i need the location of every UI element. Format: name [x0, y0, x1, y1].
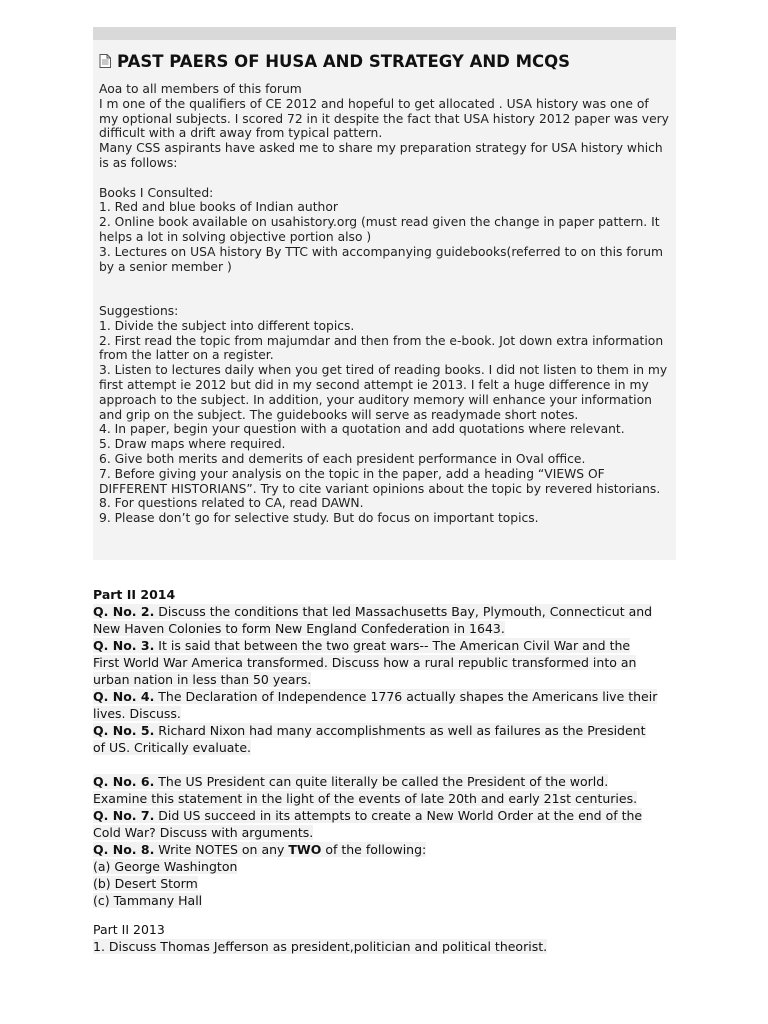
- suggestion-item: 1. Divide the subject into different topics.: [99, 318, 355, 333]
- question-7-cont: [93, 824, 683, 841]
- forum-post: [93, 27, 676, 560]
- post-header-bar: [93, 27, 676, 40]
- document-icon: [99, 54, 111, 68]
- suggestion-item: 2. First read the topic from majumdar and then from the e-book. Jot down extra information from the latter on a register.: [99, 333, 664, 363]
- question-text: Discuss the conditions that led Massachusetts Bay, Plymouth, Connecticut and: [154, 604, 653, 619]
- question-text: First World War America transformed. Discuss how a rural republic transformed into an: [93, 655, 637, 670]
- note-option: [93, 892, 683, 909]
- intro-line: Many CSS aspirants have asked me to share my preparation strategy for USA history which is as follows:: [99, 141, 663, 170]
- post-title-row: [93, 40, 676, 74]
- question-text: The Declaration of Independence 1776 actually shapes the Americans live their: [154, 689, 658, 704]
- question-2-cont: [93, 620, 683, 637]
- intro-line: I m one of the qualifiers of CE 2012 and hopeful to get allocated . USA history was one of my optional subjects. I scored 72 in it despite the fact that USA history 2012 paper was very difficult with a drift away from typical pattern.: [99, 96, 669, 141]
- question-6-cont: [93, 790, 683, 807]
- question-text: The US President can quite literally be called the President of the world.: [154, 774, 609, 789]
- suggestions-heading: Suggestions:: [99, 303, 179, 318]
- intro-line: Aoa to all members of this forum: [99, 82, 302, 96]
- question-text: Examine this statement in the light of the events of late 20th and early 21st centuries.: [93, 791, 638, 806]
- question-5: [93, 722, 683, 739]
- note-option-text: (a) George Washington: [93, 859, 238, 874]
- question-2: [93, 603, 683, 620]
- note-option-text: (b) Desert Storm: [93, 876, 198, 891]
- note-option: [93, 875, 683, 892]
- suggestion-item: 6. Give both merits and demerits of each president performance in Oval office.: [99, 451, 586, 466]
- past-papers-section: [93, 586, 683, 955]
- question-text: Write NOTES on any: [154, 842, 289, 857]
- book-item: 3. Lectures on USA history By TTC with accompanying guidebooks(referred to on this forum by a senior member ): [99, 244, 663, 274]
- suggestion-item: 5. Draw maps where required.: [99, 437, 286, 452]
- section-heading-2013: Part II 2013: [93, 922, 165, 937]
- post-title: PAST PAERS OF HUSA AND STRATEGY AND MCQS: [117, 51, 571, 71]
- question-number: Q. No. 8.: [93, 842, 155, 857]
- question-4: [93, 688, 683, 705]
- books-heading: Books I Consulted:: [99, 185, 214, 200]
- question-5-cont: [93, 739, 683, 756]
- question-6: [93, 773, 683, 790]
- question-number: Q. No. 4.: [93, 689, 155, 704]
- note-option: [93, 858, 683, 875]
- suggestion-item: 4. In paper, begin your question with a quotation and add quotations where relevant.: [99, 422, 625, 437]
- question-emphasis: TWO: [288, 842, 322, 857]
- question-number: Q. No. 3.: [93, 638, 155, 653]
- question-text: Did US succeed in its attempts to create a New World Order at the end of the: [154, 808, 643, 823]
- question-number: Q. No. 5.: [93, 723, 155, 738]
- question-text: of US. Critically evaluate.: [93, 740, 251, 755]
- note-option-text: (c) Tammany Hall: [93, 893, 203, 908]
- question-3: [93, 637, 683, 654]
- question-3-cont: [93, 654, 683, 671]
- suggestion-item: 7. Before giving your analysis on the topic in the paper, add a heading “VIEWS OF DIFFERENT HISTORIANS”. Try to cite variant opinions about the topic by revered historians.: [99, 466, 661, 496]
- suggestion-item: 9. Please don’t go for selective study. But do focus on important topics.: [99, 511, 539, 526]
- question-number: Q. No. 2.: [93, 604, 155, 619]
- question-2013-1: [93, 938, 683, 955]
- question-number: Q. No. 6.: [93, 774, 155, 789]
- question-text: Richard Nixon had many accomplishments as well as failures as the President: [154, 723, 646, 738]
- section-heading-2014: Part II 2014: [93, 587, 176, 602]
- question-8: [93, 841, 683, 858]
- question-text: It is said that between the two great wars-- The American Civil War and the: [154, 638, 631, 653]
- question-text: New Haven Colonies to form New England Confederation in 1643.: [93, 621, 505, 636]
- question-number: Q. No. 7.: [93, 808, 155, 823]
- question-text: lives. Discuss.: [93, 706, 181, 721]
- question-text: of the following:: [321, 842, 427, 857]
- question-text: urban nation in less than 50 years.: [93, 672, 312, 687]
- book-item: 2. Online book available on usahistory.org (must read given the change in paper pattern. It helps a lot in solving objective portion also ): [99, 215, 660, 244]
- question-7: [93, 807, 683, 824]
- question-text: 1. Discuss Thomas Jefferson as president,politician and political theorist.: [93, 939, 548, 954]
- suggestion-item: 8. For questions related to CA, read DAWN.: [99, 496, 364, 511]
- suggestion-item: 3. Listen to lectures daily when you get tired of reading books. I did not listen to them in my first attempt ie 2012 but did in my second attempt ie 2013. I felt a huge difference in my approach to the subject. In addition, your auditory memory will enhance your information and grip on the subject. The guidebooks will serve as readymade short notes.: [99, 363, 668, 422]
- book-item: 1. Red and blue books of Indian author: [99, 200, 338, 215]
- question-text: Cold War? Discuss with arguments.: [93, 825, 314, 840]
- post-body: [93, 74, 676, 526]
- question-3-cont: [93, 671, 683, 688]
- question-4-cont: [93, 705, 683, 722]
